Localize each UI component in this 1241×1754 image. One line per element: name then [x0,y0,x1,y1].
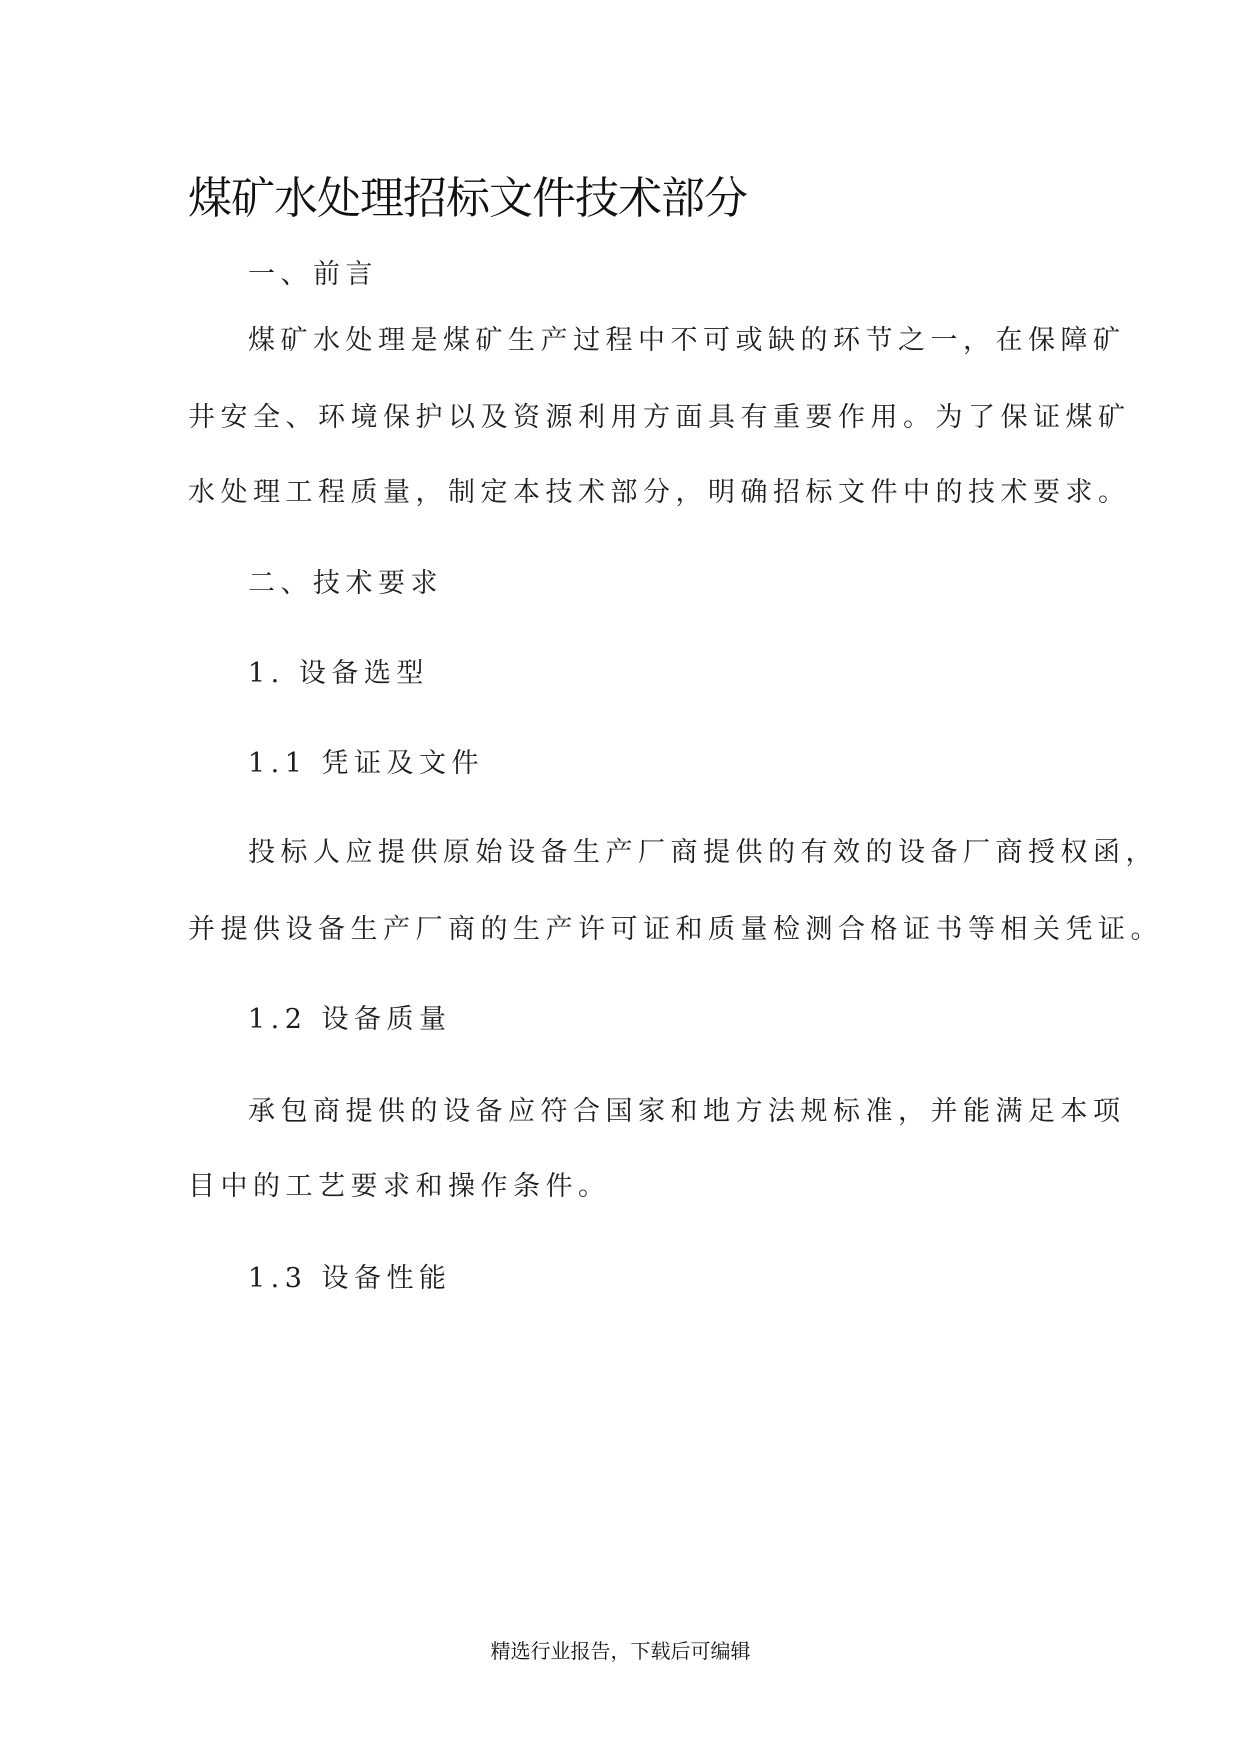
section-heading-preface: 一、前言 [248,259,378,290]
subheading-equipment-quality: 1.2 设备质量 [248,1004,452,1035]
section-heading-technical-requirements: 二、技术要求 [248,568,443,599]
paragraph-line: 目中的工艺要求和操作条件。 [188,1171,611,1202]
subheading-certificates: 1.1 凭证及文件 [248,748,485,779]
paragraph-line: 投标人应提供原始设备生产厂商提供的有效的设备厂商授权函， [248,837,1158,868]
document-title: 煤矿水处理招标文件技术部分 [188,173,747,224]
paragraph-line: 煤矿水处理是煤矿生产过程中不可或缺的环节之一，在保障矿 [248,325,1126,356]
subheading-equipment-selection: 1. 设备选型 [248,658,429,689]
paragraph-line: 井安全、环境保护以及资源利用方面具有重要作用。为了保证煤矿 [188,402,1131,433]
paragraph-line: 并提供设备生产厂商的生产许可证和质量检测合格证书等相关凭证。 [188,914,1163,945]
subheading-equipment-performance: 1.3 设备性能 [248,1263,452,1294]
paragraph-line: 承包商提供的设备应符合国家和地方法规标准，并能满足本项 [248,1096,1126,1127]
paragraph-line: 水处理工程质量，制定本技术部分，明确招标文件中的技术要求。 [188,477,1131,508]
page-footer: 精选行业报告，下载后可编辑 [490,1639,751,1663]
